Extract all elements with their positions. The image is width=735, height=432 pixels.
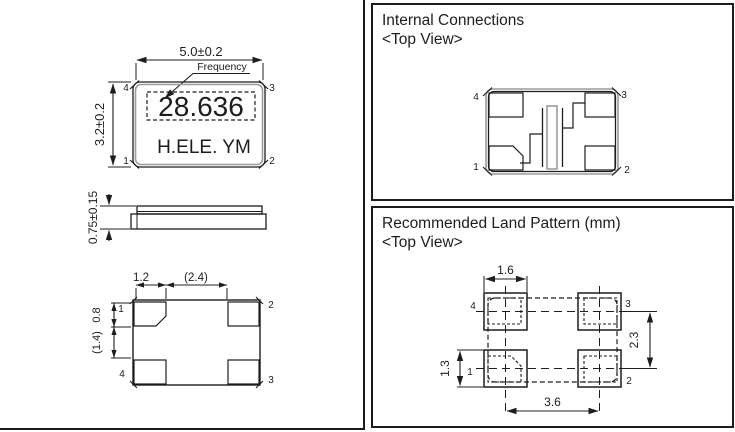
internal-connections-subtitle: <Top View> <box>382 31 463 48</box>
pin4-label: 4 <box>123 83 129 94</box>
pin3-label: 3 <box>269 83 275 94</box>
pin1-label: 1 <box>123 156 129 167</box>
corner-marks-bottom-view <box>130 297 263 388</box>
dim-pad-vgap-label: (1.4) <box>91 331 103 354</box>
frequency-label: Frequency <box>197 61 247 73</box>
crystal-element-icon <box>547 106 557 169</box>
package-views-drawing <box>0 0 363 426</box>
package-lid-side-view <box>137 206 262 214</box>
dim-width-label: 5.0±0.2 <box>179 44 223 59</box>
pad3-connection <box>585 93 615 117</box>
pad2-connection <box>585 146 615 170</box>
pin2-label: 2 <box>624 165 630 176</box>
pin3-label: 3 <box>625 299 631 310</box>
pin2-label: 2 <box>626 376 632 387</box>
pad2-bottom-view <box>228 302 259 326</box>
pin2-label: 2 <box>269 156 275 167</box>
dim-vertical-pitch-label: 2.3 <box>627 331 641 349</box>
package-body-side-view <box>131 214 266 229</box>
dim-pad-height-label: 0.8 <box>91 307 103 323</box>
land-pattern-panel <box>371 206 734 428</box>
dim-thickness-label: 0.75±0.15 <box>86 190 100 245</box>
dim-height-label: 3.2±0.2 <box>92 102 107 147</box>
land-pattern-drawing <box>373 208 732 426</box>
internal-connections-drawing <box>373 5 732 199</box>
package-dimensions-section <box>0 0 365 430</box>
land-pattern-title: Recommended Land Pattern (mm) <box>382 215 621 232</box>
pin3-label-bottom: 3 <box>268 375 274 386</box>
pin4-label: 4 <box>473 92 479 103</box>
top-view <box>92 44 275 169</box>
pad4-bottom-view <box>134 360 166 384</box>
dim-pad-width-label: 1.2 <box>133 272 149 284</box>
dim-pad-height-label: 1.3 <box>438 360 452 377</box>
pad4-connection <box>489 93 523 117</box>
land-pattern-subtitle: <Top View> <box>382 234 463 251</box>
internal-connections-panel <box>371 3 734 201</box>
pin2-label-bottom: 2 <box>268 300 274 311</box>
dim-horizontal-pitch-label: 3.6 <box>544 395 561 409</box>
dim-pad-gap-label: (2.4) <box>184 272 208 284</box>
manufacturer-marking: H.ELE. YM <box>157 137 251 158</box>
package-outer-outline <box>486 89 618 174</box>
side-view <box>86 191 266 245</box>
pad1-connection <box>489 146 523 170</box>
pin1-label: 1 <box>467 367 473 378</box>
corner-castellation-marks <box>483 88 621 176</box>
pin4-label: 4 <box>470 301 476 312</box>
package-outline <box>489 92 616 172</box>
pin1-label: 1 <box>473 162 479 173</box>
wire-to-pin3 <box>563 103 586 128</box>
dim-pad-width-label: 1.6 <box>497 263 514 277</box>
internal-connections-title: Internal Connections <box>382 12 525 29</box>
package-outline-overlay <box>488 298 617 382</box>
pin1-label-bottom: 1 <box>118 304 124 315</box>
pad1-bottom-view <box>134 302 166 326</box>
package-outline-bottom-view <box>133 300 260 385</box>
pad3-bottom-view <box>228 360 259 384</box>
frequency-value: 28.636 <box>158 91 244 122</box>
pin3-label: 3 <box>621 90 627 101</box>
pin4-label-bottom: 4 <box>119 369 125 380</box>
bottom-view <box>91 272 274 388</box>
